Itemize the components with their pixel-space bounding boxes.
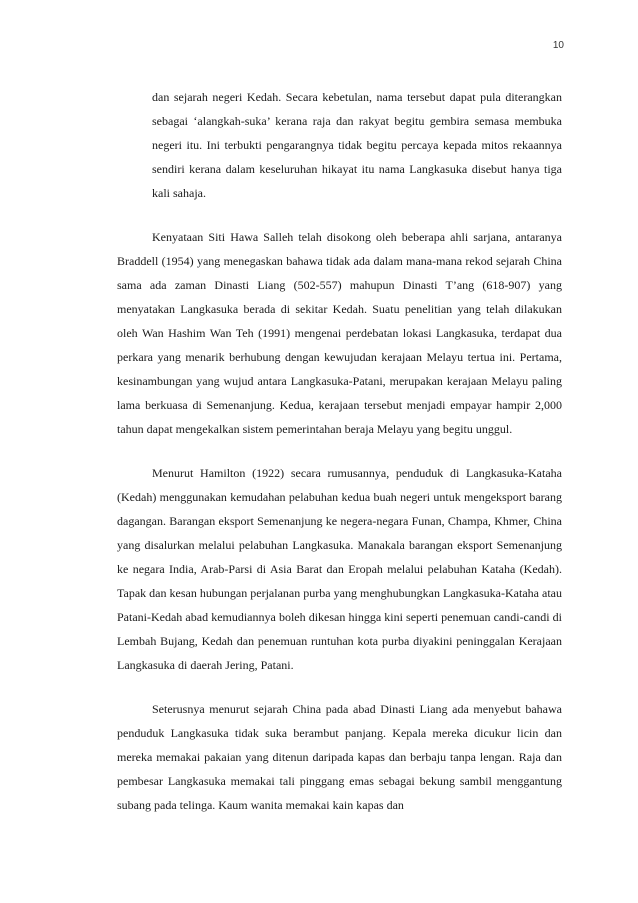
paragraph-kenyataan: Kenyataan Siti Hawa Salleh telah disokong oleh beberapa ahli sarjana, antaranya Braddell (1954) yang menegaskan bahawa tidak ada dalam mana-mana rekod sejarah China sama ada zaman Dinasti Liang (502-557) mahupun Dinasti T’ang (618-907) yang menyatakan Langkasuka berada di sekitar Kedah. Suatu penelitian yang telah dilakukan oleh Wan Hashim Wan Teh (1991) mengenai perdebatan lokasi Langkasuka, terdapat dua perkara yang menarik berhubung dengan kewujudan kerajaan Melayu tertua ini. Pertama, kesinambungan yang wujud antara Langkasuka-Patani, merupakan kerajaan Melayu paling lama berkuasa di Semenanjung. Kedua, kerajaan tersebut menjadi empayar hampir 2,000 tahun dapat mengekalkan sistem pemerintahan beraja Melayu yang begitu unggul. bbox=[117, 230, 562, 436]
paragraph-menurut-hamilton: Menurut Hamilton (1922) secara rumusannya, penduduk di Langkasuka-Kataha (Kedah) menggunakan kemudahan pelabuhan kedua buah negeri untuk mengeksport barang dagangan. Barangan eksport Semenanjung ke negera-negara Funan, Champa, Khmer, China yang disalurkan melalui pelabuhan Langkasuka. Manakala barangan eksport Semenanjung ke negara India, Arab-Parsi di Asia Barat dan Eropah melalui pelabuhan Kataha (Kedah). Tapak dan kesan hubungan perjalanan purba yang menghubungkan Langkasuka-Kataha atau Patani-Kedah abad kemudiannya boleh dikesan hingga kini seperti penemuan candi-candi di Lembah Bujang, Kedah dan penemuan runtuhan kota purba diyakini peninggalan Kerajaan Langkasuka di daerah Jering, Patani. bbox=[117, 466, 562, 672]
paragraph-seterusnya: Seterusnya menurut sejarah China pada abad Dinasti Liang ada menyebut bahawa penduduk Langkasuka tidak suka berambut panjang. Kepala mereka dicukur licin dan mereka memakai pakaian yang ditenun daripada kapas dan berbaju tanpa lengan. Raja dan pembesar Langkasuka memakai tali pinggang emas sebagai bekung sambil menggantung subang pada telinga. Kaum wanita memakai kain kapas dan bbox=[117, 702, 562, 812]
page-number: 10 bbox=[552, 40, 564, 51]
document-body bbox=[117, 85, 562, 817]
paragraph-continuation: dan sejarah negeri Kedah. Secara kebetulan, nama tersebut dapat pula diterangkan sebagai ‘alangkah-suka’ kerana raja dan rakyat begitu gembira semasa membuka negeri itu. Ini terbukti pengarangnya tidak begitu percaya kepada mitos rekaannya sendiri kerana dalam keseluruhan hikayat itu nama Langkasuka disebut hanya tiga kali sahaja. bbox=[152, 90, 562, 200]
